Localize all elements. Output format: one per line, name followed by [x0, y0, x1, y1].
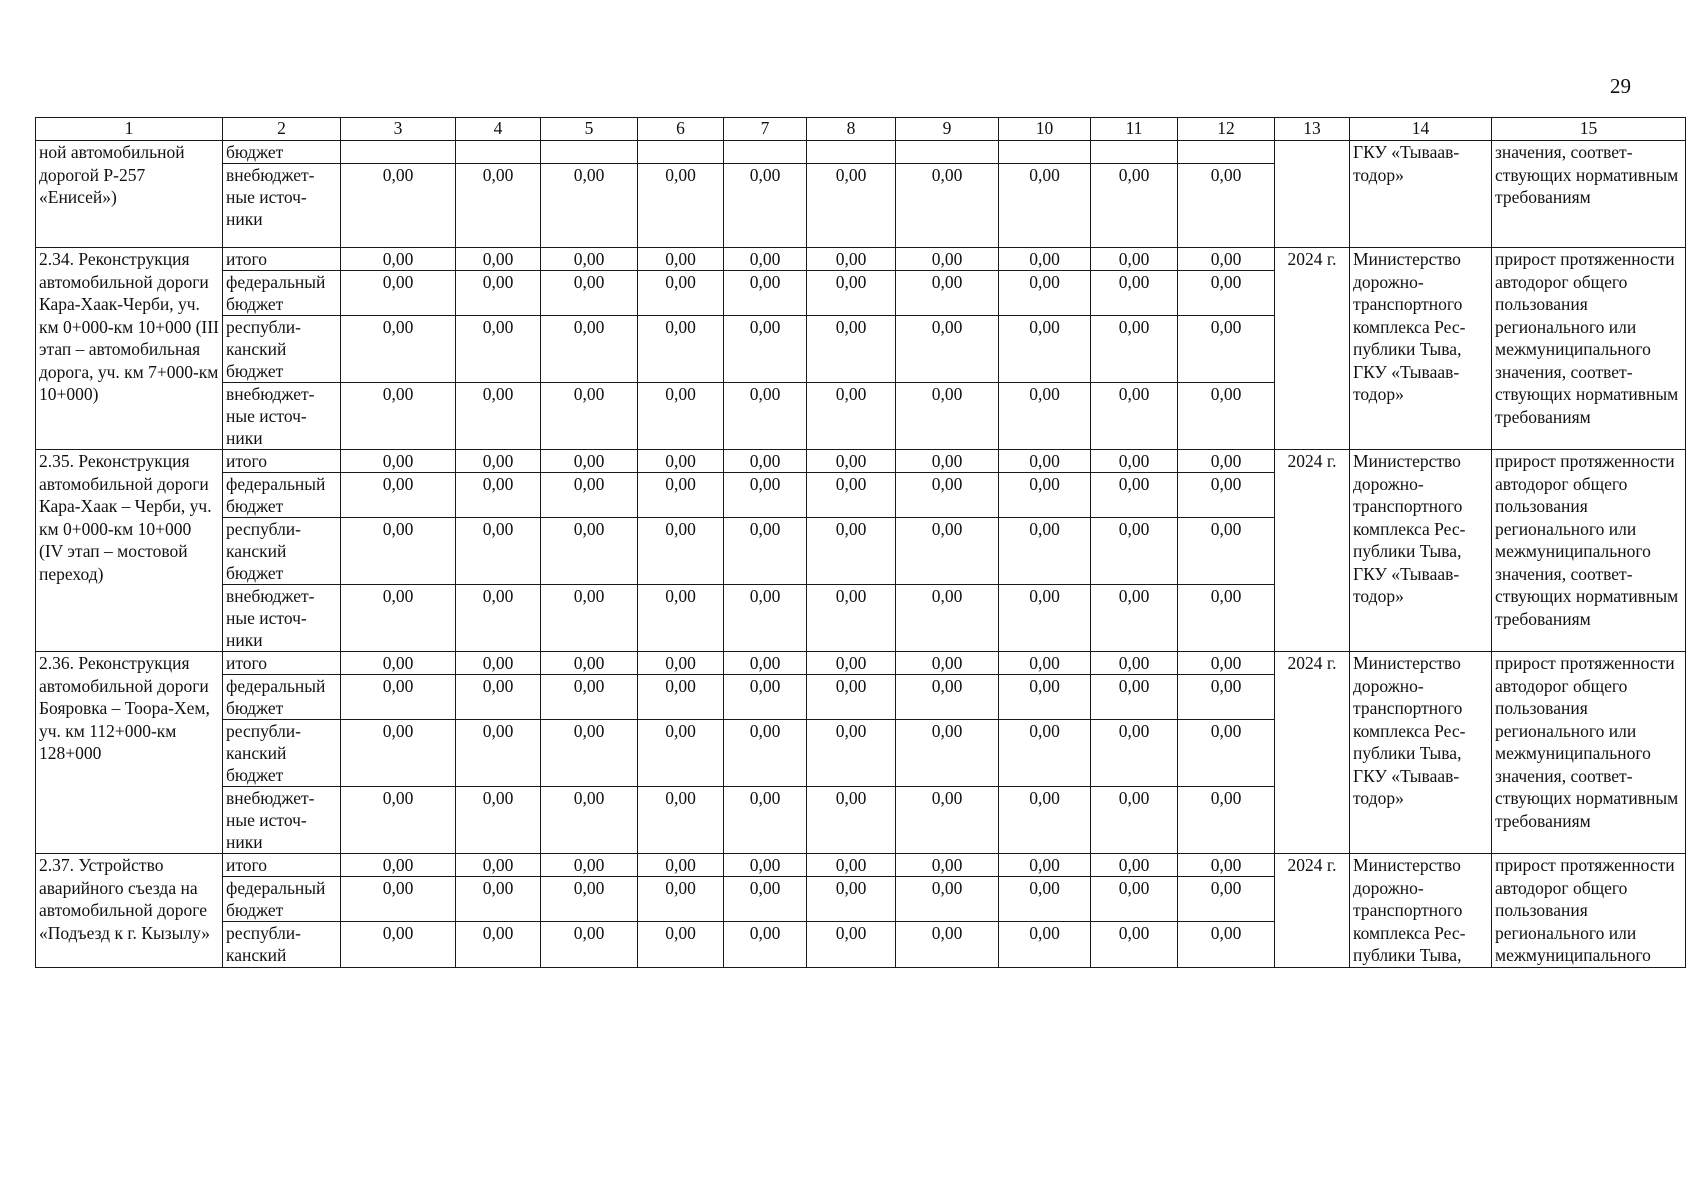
- amount-cell: 0,00: [1091, 922, 1178, 967]
- amount-cell: 0,00: [541, 854, 638, 877]
- amount-cell: 0,00: [1091, 316, 1178, 383]
- amount-cell: 0,00: [456, 675, 541, 720]
- amount-cell: 0,00: [1091, 248, 1178, 271]
- amount-cell: 0,00: [896, 922, 999, 967]
- funding-source: республиканский бюджет: [223, 720, 341, 787]
- amount-cell: 0,00: [999, 720, 1091, 787]
- amount-cell: 0,00: [896, 675, 999, 720]
- amount-cell: 0,00: [1091, 877, 1178, 922]
- amount-cell: 0,00: [999, 316, 1091, 383]
- amount-cell: 0,00: [456, 518, 541, 585]
- amount-cell: 0,00: [341, 473, 456, 518]
- amount-cell: [999, 141, 1091, 164]
- amount-cell: 0,00: [341, 854, 456, 877]
- amount-cell: 0,00: [638, 652, 724, 675]
- amount-cell: 0,00: [1178, 316, 1275, 383]
- amount-cell: 0,00: [999, 450, 1091, 473]
- amount-cell: 0,00: [807, 877, 896, 922]
- amount-cell: 0,00: [724, 854, 807, 877]
- amount-cell: 0,00: [341, 787, 456, 854]
- year-cell: 2024 г.: [1275, 854, 1350, 968]
- amount-cell: 0,00: [1091, 854, 1178, 877]
- column-header-10: 10: [999, 118, 1091, 141]
- amount-cell: 0,00: [1178, 720, 1275, 787]
- funding-source: итого: [223, 652, 341, 675]
- amount-cell: 0,00: [638, 922, 724, 967]
- amount-cell: 0,00: [341, 877, 456, 922]
- amount-cell: 0,00: [541, 720, 638, 787]
- amount-cell: 0,00: [541, 383, 638, 450]
- amount-cell: 0,00: [456, 922, 541, 967]
- table-row: [36, 652, 1686, 675]
- amount-cell: 0,00: [638, 675, 724, 720]
- amount-cell: 0,00: [341, 720, 456, 787]
- amount-cell: 0,00: [341, 248, 456, 271]
- executor-cell: Министерство дорожно-транспортного комплекса Республики Тыва, ГКУ «Тываавтодор»: [1350, 248, 1492, 450]
- amount-cell: 0,00: [999, 164, 1091, 248]
- amount-cell: 0,00: [638, 518, 724, 585]
- amount-cell: 0,00: [807, 720, 896, 787]
- amount-cell: 0,00: [1091, 720, 1178, 787]
- column-header-11: 11: [1091, 118, 1178, 141]
- header-row: [36, 118, 1686, 141]
- executor-cell: Министерство дорожно-транспортного комплекса Республики Тыва,: [1350, 854, 1492, 968]
- amount-cell: [456, 141, 541, 164]
- table-header: [36, 118, 1686, 141]
- amount-cell: 0,00: [896, 473, 999, 518]
- amount-cell: 0,00: [807, 164, 896, 248]
- amount-cell: 0,00: [724, 248, 807, 271]
- amount-cell: 0,00: [724, 675, 807, 720]
- column-header-15: 15: [1492, 118, 1686, 141]
- funding-source: федеральный бюджет: [223, 675, 341, 720]
- amount-cell: 0,00: [1178, 922, 1275, 967]
- table-row: [36, 248, 1686, 271]
- amount-cell: 0,00: [1178, 585, 1275, 652]
- amount-cell: 0,00: [341, 383, 456, 450]
- column-header-8: 8: [807, 118, 896, 141]
- amount-cell: 0,00: [896, 518, 999, 585]
- executor-cell: Министерство дорожно-транспортного комплекса Республики Тыва, ГКУ «Тываавтодор»: [1350, 652, 1492, 854]
- year-cell: 2024 г.: [1275, 248, 1350, 450]
- budget-table: [35, 117, 1686, 968]
- amount-cell: 0,00: [638, 877, 724, 922]
- amount-cell: 0,00: [541, 316, 638, 383]
- result-cell: значения, соответствующих нормативным требованиям: [1492, 141, 1686, 248]
- amount-cell: 0,00: [456, 585, 541, 652]
- funding-source: итого: [223, 854, 341, 877]
- amount-cell: 0,00: [1091, 271, 1178, 316]
- amount-cell: 0,00: [896, 383, 999, 450]
- amount-cell: 0,00: [999, 248, 1091, 271]
- amount-cell: 0,00: [341, 922, 456, 967]
- amount-cell: [896, 141, 999, 164]
- measure-name: 2.36. Реконструкция автомобильной дороги Бояровка – Тоора-Хем, уч. км 112+000-км 128+000: [36, 652, 223, 854]
- amount-cell: 0,00: [896, 720, 999, 787]
- amount-cell: 0,00: [456, 164, 541, 248]
- amount-cell: [1178, 141, 1275, 164]
- column-header-2: 2: [223, 118, 341, 141]
- amount-cell: 0,00: [807, 652, 896, 675]
- amount-cell: 0,00: [1178, 271, 1275, 316]
- amount-cell: 0,00: [541, 518, 638, 585]
- funding-source: внебюджетные источники: [223, 787, 341, 854]
- amount-cell: 0,00: [1091, 787, 1178, 854]
- amount-cell: 0,00: [896, 248, 999, 271]
- amount-cell: 0,00: [456, 248, 541, 271]
- amount-cell: 0,00: [456, 854, 541, 877]
- amount-cell: 0,00: [896, 854, 999, 877]
- amount-cell: 0,00: [724, 518, 807, 585]
- amount-cell: 0,00: [341, 675, 456, 720]
- page-number: 29: [1610, 74, 1631, 98]
- amount-cell: 0,00: [1091, 450, 1178, 473]
- measure-name: 2.34. Реконструкция автомобильной дороги Кара-Хаак-Черби, уч. км 0+000-км 10+000 (III этап – автомобильная дорога, уч. км 7+000-км 10+000): [36, 248, 223, 450]
- funding-source: внебюджетные источники: [223, 164, 341, 248]
- amount-cell: 0,00: [1091, 652, 1178, 675]
- amount-cell: 0,00: [638, 248, 724, 271]
- amount-cell: 0,00: [541, 675, 638, 720]
- amount-cell: 0,00: [999, 877, 1091, 922]
- column-header-5: 5: [541, 118, 638, 141]
- amount-cell: 0,00: [1178, 877, 1275, 922]
- amount-cell: 0,00: [724, 271, 807, 316]
- amount-cell: 0,00: [541, 271, 638, 316]
- amount-cell: 0,00: [999, 922, 1091, 967]
- amount-cell: 0,00: [807, 383, 896, 450]
- amount-cell: 0,00: [541, 585, 638, 652]
- funding-source: внебюджетные источники: [223, 383, 341, 450]
- amount-cell: 0,00: [456, 383, 541, 450]
- column-header-9: 9: [896, 118, 999, 141]
- amount-cell: 0,00: [724, 787, 807, 854]
- funding-source: федеральный бюджет: [223, 877, 341, 922]
- year-cell: [1275, 141, 1350, 248]
- amount-cell: 0,00: [724, 164, 807, 248]
- amount-cell: 0,00: [724, 585, 807, 652]
- amount-cell: 0,00: [999, 652, 1091, 675]
- measure-name: 2.37. Устройство аварийного съезда на автомобильной дороге «Подъезд к г. Кызылу»: [36, 854, 223, 968]
- funding-source: внебюджетные источники: [223, 585, 341, 652]
- table-row: [36, 141, 1686, 164]
- amount-cell: 0,00: [638, 383, 724, 450]
- amount-cell: 0,00: [724, 473, 807, 518]
- amount-cell: 0,00: [1178, 248, 1275, 271]
- amount-cell: 0,00: [1178, 164, 1275, 248]
- funding-source: бюджет: [223, 141, 341, 164]
- amount-cell: 0,00: [1091, 518, 1178, 585]
- amount-cell: 0,00: [999, 383, 1091, 450]
- funding-source: итого: [223, 248, 341, 271]
- amount-cell: 0,00: [724, 877, 807, 922]
- amount-cell: 0,00: [1178, 854, 1275, 877]
- amount-cell: 0,00: [341, 518, 456, 585]
- amount-cell: 0,00: [1091, 473, 1178, 518]
- amount-cell: 0,00: [456, 720, 541, 787]
- measure-name: ной автомобильной дорогой Р-257 «Енисей»): [36, 141, 223, 248]
- amount-cell: 0,00: [807, 675, 896, 720]
- column-header-12: 12: [1178, 118, 1275, 141]
- amount-cell: 0,00: [456, 877, 541, 922]
- amount-cell: 0,00: [456, 271, 541, 316]
- funding-source: федеральный бюджет: [223, 271, 341, 316]
- amount-cell: [341, 141, 456, 164]
- amount-cell: 0,00: [807, 450, 896, 473]
- amount-cell: 0,00: [1091, 675, 1178, 720]
- amount-cell: 0,00: [541, 652, 638, 675]
- amount-cell: 0,00: [541, 877, 638, 922]
- amount-cell: 0,00: [807, 271, 896, 316]
- amount-cell: 0,00: [1091, 383, 1178, 450]
- amount-cell: [724, 141, 807, 164]
- amount-cell: 0,00: [1178, 652, 1275, 675]
- year-cell: 2024 г.: [1275, 652, 1350, 854]
- year-cell: 2024 г.: [1275, 450, 1350, 652]
- column-header-1: 1: [36, 118, 223, 141]
- amount-cell: 0,00: [999, 854, 1091, 877]
- amount-cell: 0,00: [896, 271, 999, 316]
- amount-cell: 0,00: [807, 473, 896, 518]
- result-cell: прирост протяженности автодорог общего пользования регионального или межмуниципального: [1492, 854, 1686, 968]
- amount-cell: 0,00: [807, 787, 896, 854]
- amount-cell: 0,00: [807, 854, 896, 877]
- amount-cell: 0,00: [456, 473, 541, 518]
- amount-cell: 0,00: [724, 316, 807, 383]
- amount-cell: 0,00: [341, 164, 456, 248]
- amount-cell: 0,00: [999, 473, 1091, 518]
- amount-cell: 0,00: [541, 787, 638, 854]
- amount-cell: 0,00: [638, 271, 724, 316]
- funding-source: республиканский бюджет: [223, 518, 341, 585]
- amount-cell: 0,00: [1178, 518, 1275, 585]
- column-header-6: 6: [638, 118, 724, 141]
- amount-cell: 0,00: [1178, 675, 1275, 720]
- amount-cell: [807, 141, 896, 164]
- table-row: [36, 450, 1686, 473]
- amount-cell: 0,00: [896, 877, 999, 922]
- column-header-4: 4: [456, 118, 541, 141]
- amount-cell: 0,00: [341, 585, 456, 652]
- amount-cell: 0,00: [999, 787, 1091, 854]
- column-header-14: 14: [1350, 118, 1492, 141]
- result-cell: прирост протяженности автодорог общего пользования регионального или межмуниципального значения, соответствующих нормативным требованиям: [1492, 248, 1686, 450]
- amount-cell: 0,00: [896, 450, 999, 473]
- amount-cell: 0,00: [896, 787, 999, 854]
- amount-cell: 0,00: [999, 518, 1091, 585]
- amount-cell: 0,00: [638, 787, 724, 854]
- amount-cell: 0,00: [724, 383, 807, 450]
- amount-cell: 0,00: [341, 271, 456, 316]
- amount-cell: 0,00: [896, 164, 999, 248]
- amount-cell: [1091, 141, 1178, 164]
- amount-cell: 0,00: [807, 922, 896, 967]
- amount-cell: 0,00: [638, 316, 724, 383]
- amount-cell: 0,00: [807, 585, 896, 652]
- result-cell: прирост протяженности автодорог общего пользования регионального или межмуниципального значения, соответствующих нормативным требованиям: [1492, 652, 1686, 854]
- amount-cell: 0,00: [896, 652, 999, 675]
- amount-cell: [638, 141, 724, 164]
- amount-cell: 0,00: [456, 652, 541, 675]
- amount-cell: 0,00: [638, 585, 724, 652]
- amount-cell: 0,00: [638, 854, 724, 877]
- amount-cell: 0,00: [999, 675, 1091, 720]
- amount-cell: 0,00: [1178, 473, 1275, 518]
- column-header-3: 3: [341, 118, 456, 141]
- amount-cell: 0,00: [541, 164, 638, 248]
- amount-cell: 0,00: [541, 450, 638, 473]
- amount-cell: 0,00: [1178, 787, 1275, 854]
- amount-cell: 0,00: [999, 271, 1091, 316]
- amount-cell: 0,00: [541, 248, 638, 271]
- amount-cell: 0,00: [724, 450, 807, 473]
- amount-cell: 0,00: [1178, 450, 1275, 473]
- result-cell: прирост протяженности автодорог общего пользования регионального или межмуниципального значения, соответствующих нормативным требованиям: [1492, 450, 1686, 652]
- amount-cell: 0,00: [456, 450, 541, 473]
- executor-cell: ГКУ «Тываавтодор»: [1350, 141, 1492, 248]
- amount-cell: 0,00: [1178, 383, 1275, 450]
- amount-cell: [541, 141, 638, 164]
- amount-cell: 0,00: [341, 450, 456, 473]
- amount-cell: 0,00: [638, 473, 724, 518]
- table-row: [36, 854, 1686, 877]
- table-body: [36, 141, 1686, 968]
- amount-cell: 0,00: [896, 585, 999, 652]
- amount-cell: 0,00: [724, 652, 807, 675]
- funding-source: итого: [223, 450, 341, 473]
- amount-cell: 0,00: [807, 518, 896, 585]
- column-header-13: 13: [1275, 118, 1350, 141]
- amount-cell: 0,00: [341, 652, 456, 675]
- funding-source: федеральный бюджет: [223, 473, 341, 518]
- amount-cell: 0,00: [999, 585, 1091, 652]
- amount-cell: 0,00: [724, 922, 807, 967]
- executor-cell: Министерство дорожно-транспортного комплекса Республики Тыва, ГКУ «Тываавтодор»: [1350, 450, 1492, 652]
- amount-cell: 0,00: [724, 720, 807, 787]
- funding-source: республиканский бюджет: [223, 316, 341, 383]
- amount-cell: 0,00: [638, 164, 724, 248]
- amount-cell: 0,00: [456, 316, 541, 383]
- amount-cell: 0,00: [341, 316, 456, 383]
- amount-cell: 0,00: [1091, 585, 1178, 652]
- measure-name: 2.35. Реконструкция автомобильной дороги Кара-Хаак – Черби, уч. км 0+000-км 10+000 (IV этап – мостовой переход): [36, 450, 223, 652]
- amount-cell: 0,00: [1091, 164, 1178, 248]
- amount-cell: 0,00: [638, 720, 724, 787]
- column-header-7: 7: [724, 118, 807, 141]
- funding-source: республиканский: [223, 922, 341, 967]
- amount-cell: 0,00: [896, 316, 999, 383]
- amount-cell: 0,00: [541, 922, 638, 967]
- amount-cell: 0,00: [456, 787, 541, 854]
- amount-cell: 0,00: [638, 450, 724, 473]
- amount-cell: 0,00: [541, 473, 638, 518]
- amount-cell: 0,00: [807, 316, 896, 383]
- amount-cell: 0,00: [807, 248, 896, 271]
